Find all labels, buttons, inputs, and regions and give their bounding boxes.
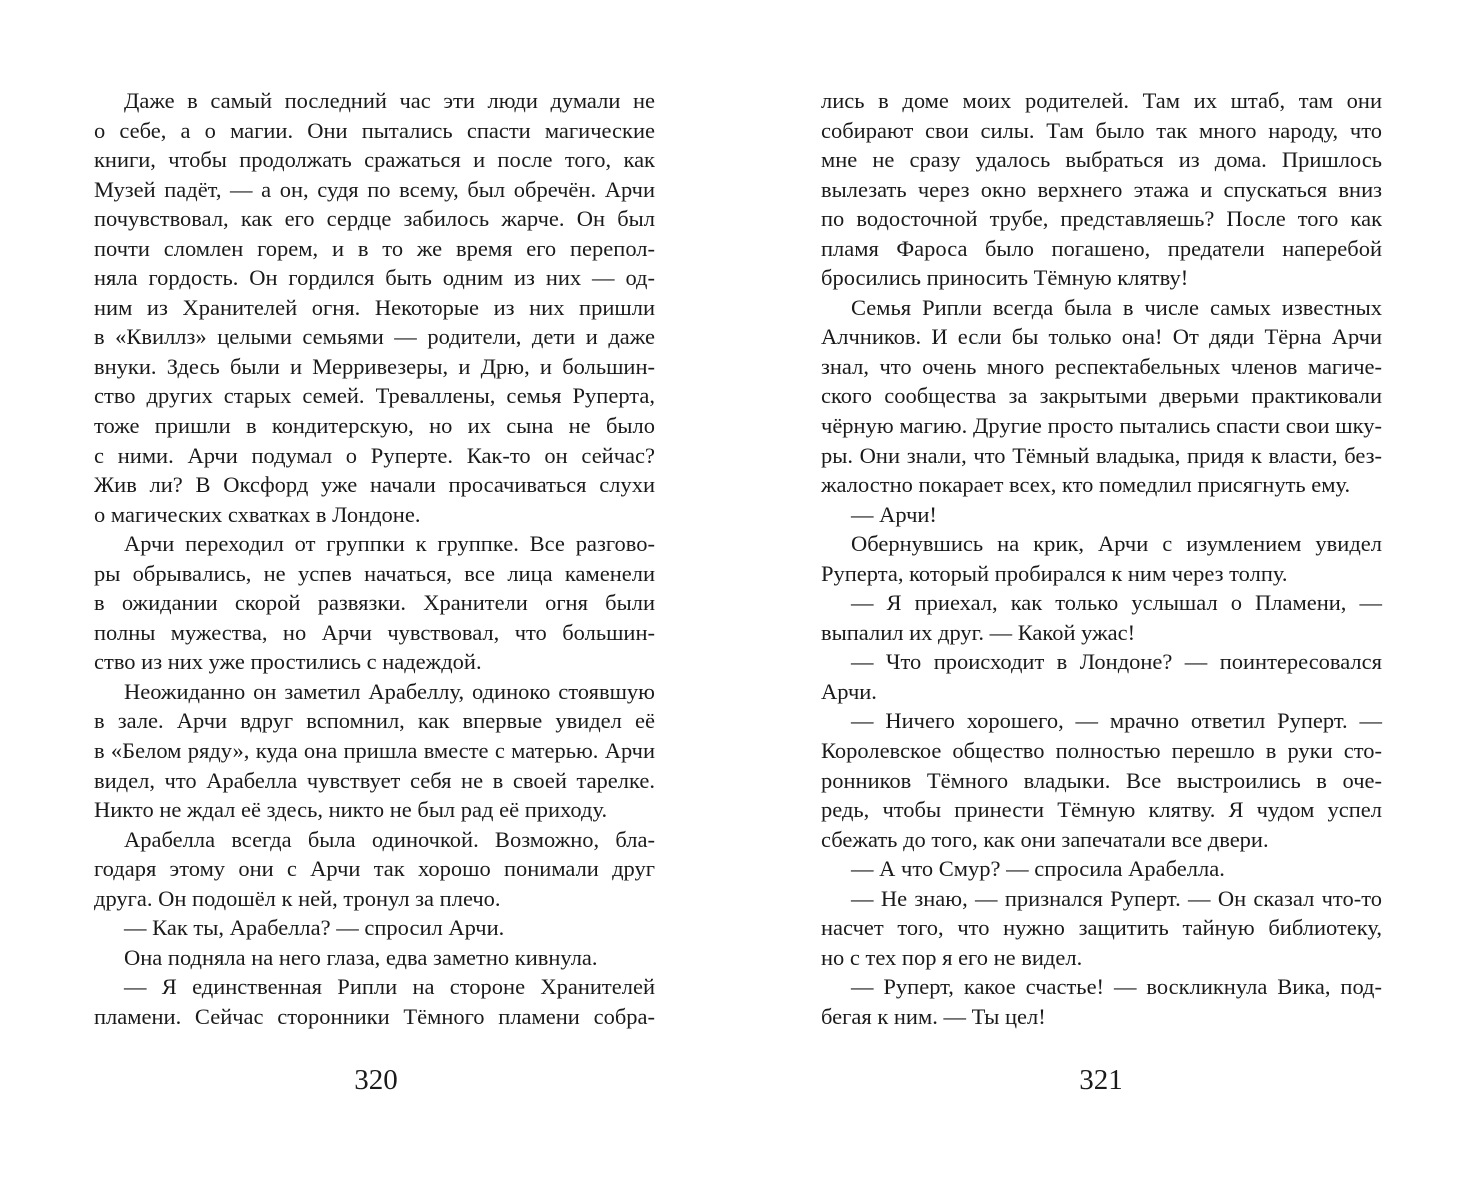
text-line: знал, что очень много респектабельных членов магиче- (821, 353, 1382, 379)
text-line: собирают свои силы. Там было так много народу, что (821, 117, 1382, 143)
text-line: сбежать до того, как они запечатали все двери. (821, 826, 1269, 852)
text-line: Музей падёт, — а он, судя по всему, был обречён. Арчи (94, 176, 655, 202)
text-line: жалостно покарает всех, кто помедлил присягнуть ему. (821, 472, 1351, 498)
text-line: с ними. Арчи подумал о Руперте. Как-то он сейчас? (94, 442, 655, 468)
text-line: бегая к ним. — Ты цел! (821, 1003, 1046, 1029)
text-line: книги, чтобы продолжать сражаться и после того, как (94, 147, 655, 173)
text-line: ры. Они знали, что Тёмный владыка, придя к власти, без- (821, 442, 1382, 468)
text-line: Она подняла на него глаза, едва заметно кивнула. (124, 944, 598, 970)
text-line: — Что происходит в Лондоне? — поинтересовался (851, 649, 1382, 675)
text-line: Руперта, который пробирался к ним через толпу. (821, 560, 1288, 586)
text-line: — Как ты, Арабелла? — спросил Арчи. (124, 915, 505, 941)
text-line: видел, что Арабелла чувствует себя не в своей тарелке. (94, 767, 655, 793)
text-line: ство из них уже простились с надеждой. (94, 649, 482, 675)
text-line: о магических схватках в Лондоне. (94, 501, 421, 527)
text-line: ского сообщества за закрытыми дверьми практиковали (821, 383, 1382, 409)
text-line: Королевское общество полностью перешло в руки сто- (821, 738, 1382, 764)
right-page-number: 321 (1079, 1064, 1123, 1096)
text-line: пламени. Сейчас сторонники Тёмного пламени собра- (94, 1003, 655, 1029)
text-line: полны мужества, но Арчи чувствовал, что большин- (94, 619, 655, 645)
text-line: друга. Он подошёл к ней, тронул за плечо. (94, 885, 501, 911)
text-line: в ожидании скорой развязки. Хранители огня были (94, 590, 655, 616)
text-line: Арабелла всегда была одиночкой. Возможно, бла- (124, 826, 655, 852)
text-line: редь, чтобы принести Тёмную клятву. Я чудом успел (821, 797, 1382, 823)
text-line: ронников Тёмного владыки. Все выстроились в оче- (821, 767, 1382, 793)
text-line: бросились приносить Тёмную клятву! (821, 265, 1189, 291)
text-line: почувствовал, как его сердце забилось жарче. Он был (94, 206, 655, 232)
text-line: почти сломлен горем, и в то же время его перепол- (94, 235, 655, 261)
right-page-text (821, 86, 1382, 1032)
text-line: но с тех пор я его не видел. (821, 944, 1083, 970)
text-line: — Руперт, какое счастье! — воскликнула Вика, под- (851, 974, 1382, 1000)
text-line: в зале. Арчи вдруг вспомнил, как впервые увидел её (94, 708, 655, 734)
text-line: Обернувшись на крик, Арчи с изумлением увидел (851, 531, 1382, 557)
text-line: о себе, а о магии. Они пытались спасти магические (94, 117, 655, 143)
text-line: Неожиданно он заметил Арабеллу, одиноко стоявшую (124, 678, 655, 704)
text-line: в «Квиллз» целыми семьями — родители, дети и даже (94, 324, 655, 350)
text-line: выпалил их друг. — Какой ужас! (821, 619, 1136, 645)
text-line: няла гордость. Он гордился быть одним из них — од- (94, 265, 655, 291)
text-line: лись в доме моих родителей. Там их штаб, там они (821, 88, 1382, 113)
text-line: Алчников. И если бы только она! От дяди Тёрна Арчи (821, 324, 1382, 350)
text-line: ры обрывались, не успев начаться, все лица каменели (94, 560, 655, 586)
text-line: — Ничего хорошего, — мрачно ответил Руперт. — (851, 708, 1382, 734)
left-page-text (94, 86, 655, 1032)
text-line: Семья Рипли всегда была в числе самых известных (851, 294, 1382, 320)
text-line: Никто не ждал её здесь, никто не был рад её приходу. (94, 797, 608, 823)
text-line: ним из Хранителей огня. Некоторые из них пришли (94, 294, 655, 320)
text-line: — Не знаю, — признался Руперт. — Он сказал что-то (851, 885, 1382, 911)
text-line: Арчи. (821, 678, 877, 704)
text-line: Арчи переходил от группки к группке. Все разгово- (124, 531, 655, 557)
text-line: чёрную магию. Другие просто пытались спасти свои шку- (821, 413, 1382, 439)
text-line: — Я единственная Рипли на стороне Хранителей (124, 974, 655, 1000)
text-line: — Я приехал, как только услышал о Пламени, — (851, 590, 1382, 616)
text-line: годаря этому они с Арчи так хорошо понимали друг (94, 856, 655, 882)
text-line: тоже пришли в кондитерскую, но их сына не было (94, 413, 655, 439)
text-line: ство других старых семей. Треваллены, семья Руперта, (94, 383, 655, 409)
text-line: мне не сразу удалось выбраться из дома. Пришлось (821, 147, 1382, 173)
text-line: — А что Смур? — спросила Арабелла. (851, 856, 1225, 882)
text-line: Жив ли? В Оксфорд уже начали просачиваться слухи (94, 472, 655, 498)
left-page-number: 320 (354, 1064, 398, 1096)
text-line: — Арчи! (851, 501, 937, 527)
text-line: в «Белом ряду», куда она пришла вместе с матерью. Арчи (94, 738, 655, 764)
text-line: внуки. Здесь были и Мерривезеры, и Дрю, и большин- (94, 353, 655, 379)
text-line: насчет того, что нужно защитить тайную библиотеку, (821, 915, 1382, 941)
text-line: Даже в самый последний час эти люди думали не (124, 88, 655, 113)
text-line: по водосточной трубе, представляешь? После того как (821, 206, 1382, 232)
text-line: вылезать через окно верхнего этажа и спускаться вниз (821, 176, 1382, 202)
text-line: пламя Фароса было погашено, предатели наперебой (821, 235, 1382, 261)
